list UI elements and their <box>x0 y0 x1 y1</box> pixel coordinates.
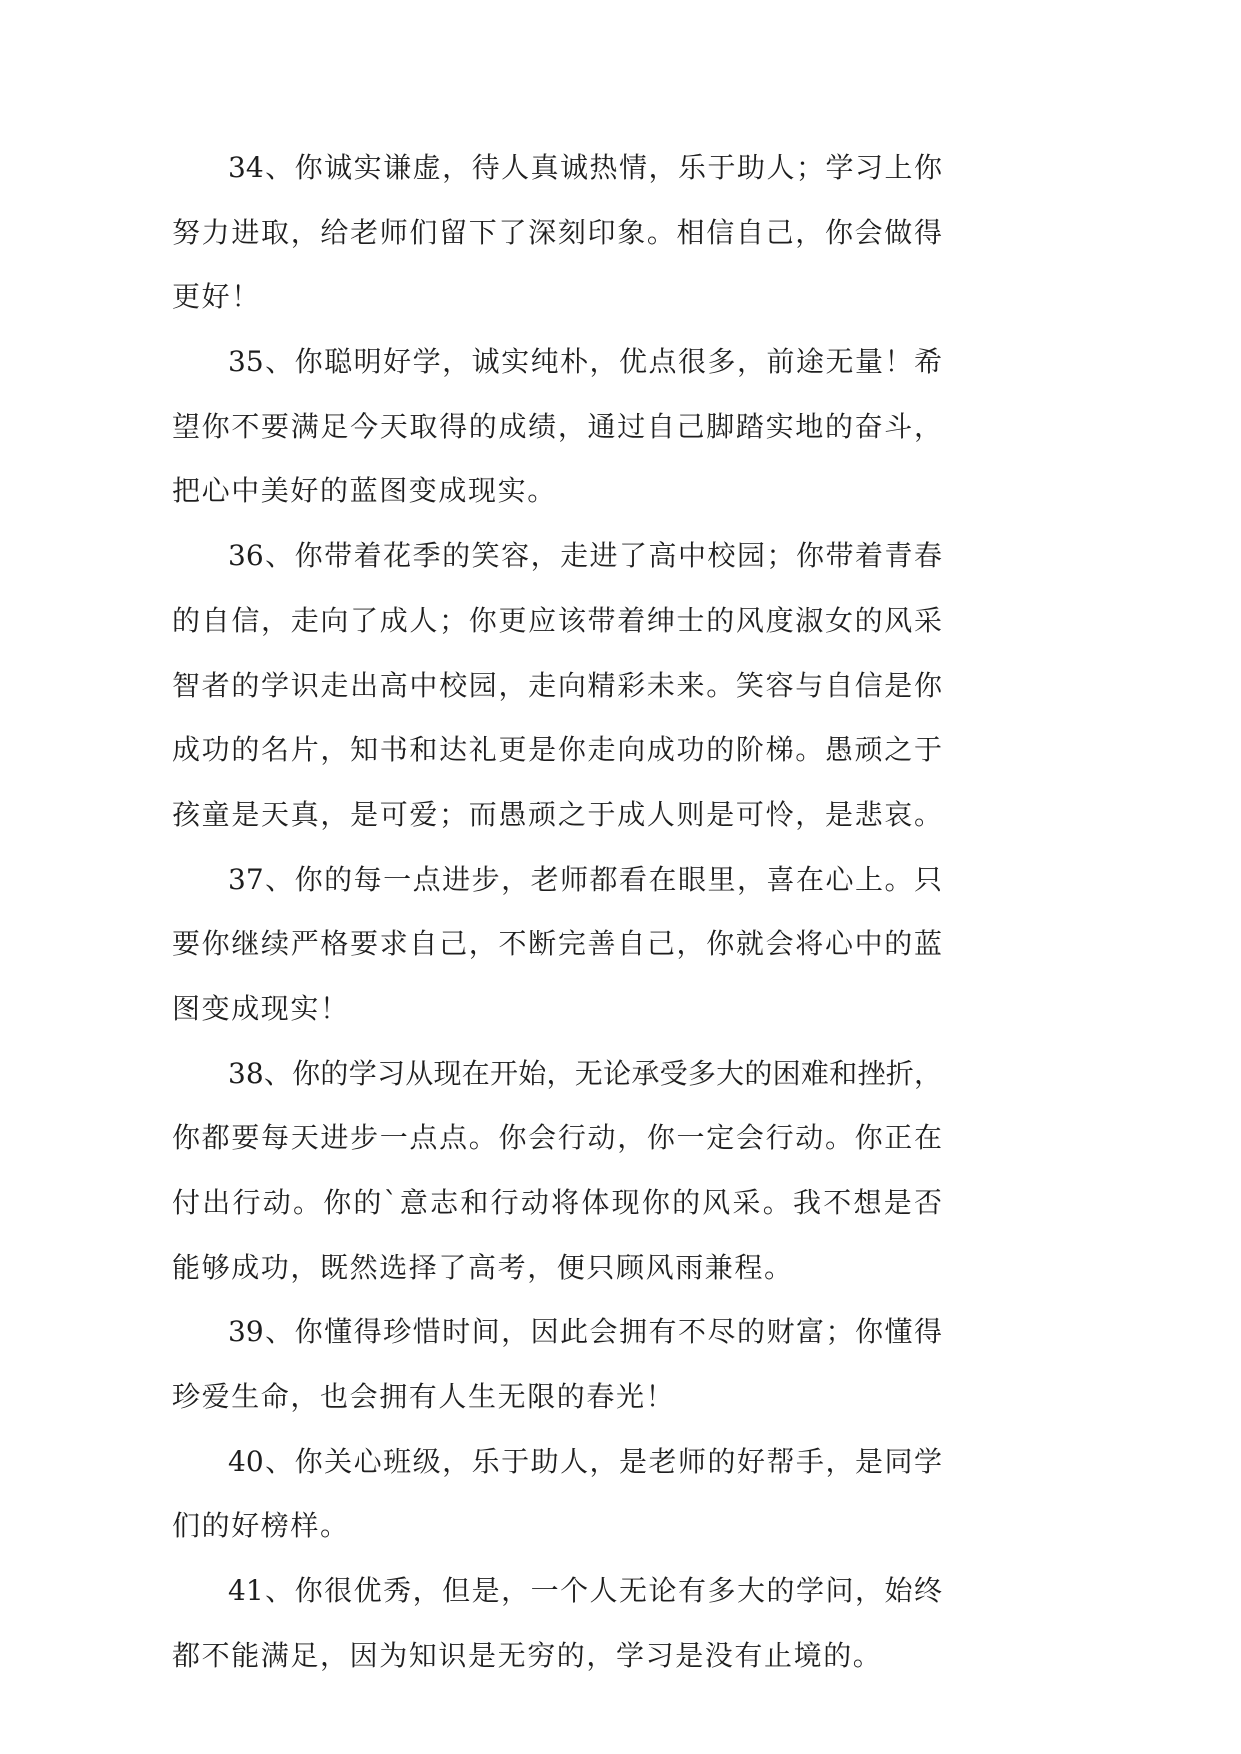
text-line: 智者的学识走出高中校园，走向精彩未来。笑容与自信是你 <box>172 668 942 702</box>
text-line: 你都要每天进步一点点。你会行动，你一定会行动。你正在 <box>172 1121 942 1155</box>
text-line: 38、你的学习从现在开始，无论承受多大的困难和挫折， <box>228 1056 942 1090</box>
text-line: 孩童是天真，是可爱；而愚顽之于成人则是可怜，是悲哀。 <box>172 797 942 831</box>
text-line: 能够成功，既然选择了高考，便只顾风雨兼程。 <box>172 1250 794 1284</box>
text-line: 把心中美好的蓝图变成现实。 <box>172 474 557 508</box>
text-line: 珍爱生命，也会拥有人生无限的春光！ <box>172 1380 676 1414</box>
text-line: 更好！ <box>172 280 261 314</box>
text-line: 41、你很优秀，但是，一个人无论有多大的学问，始终 <box>228 1574 942 1608</box>
text-line: 的自信，走向了成人；你更应该带着绅士的风度淑女的风采 <box>172 603 942 637</box>
paragraph-38 <box>172 1042 942 1301</box>
text-line: 34、你诚实谦虚，待人真诚热情，乐于助人；学习上你 <box>228 151 942 184</box>
paragraph-35 <box>172 330 942 524</box>
text-line: 付出行动。你的`意志和行动将体现你的风采。我不想是否 <box>172 1186 942 1219</box>
paragraph-40 <box>172 1430 942 1559</box>
text-line: 图变成现实！ <box>172 991 350 1025</box>
text-line: 39、你懂得珍惜时间，因此会拥有不尽的财富；你懂得 <box>228 1315 942 1349</box>
paragraph-39 <box>172 1300 942 1429</box>
text-line: 望你不要满足今天取得的成绩，通过自己脚踏实地的奋斗， <box>172 409 942 443</box>
paragraph-37 <box>172 848 942 1042</box>
text-line: 努力进取，给老师们留下了深刻印象。相信自己，你会做得 <box>172 215 942 249</box>
paragraph-34 <box>172 136 942 330</box>
text-line: 们的好榜样。 <box>172 1509 350 1543</box>
text-line: 成功的名片，知书和达礼更是你走向成功的阶梯。愚顽之于 <box>172 733 942 767</box>
text-line: 35、你聪明好学，诚实纯朴，优点很多，前途无量！希 <box>228 345 942 379</box>
paragraph-41 <box>172 1559 942 1688</box>
text-line: 40、你关心班级，乐于助人，是老师的好帮手，是同学 <box>228 1444 942 1478</box>
text-line: 要你继续严格要求自己，不断完善自己，你就会将心中的蓝 <box>172 927 942 961</box>
text-line: 37、你的每一点进步，老师都看在眼里，喜在心上。只 <box>228 862 942 896</box>
text-line: 都不能满足，因为知识是无穷的，学习是没有止境的。 <box>172 1638 883 1672</box>
paragraph-36 <box>172 524 942 847</box>
document-body <box>172 136 942 1689</box>
text-line: 36、你带着花季的笑容，走进了高中校园；你带着青春 <box>228 539 942 573</box>
